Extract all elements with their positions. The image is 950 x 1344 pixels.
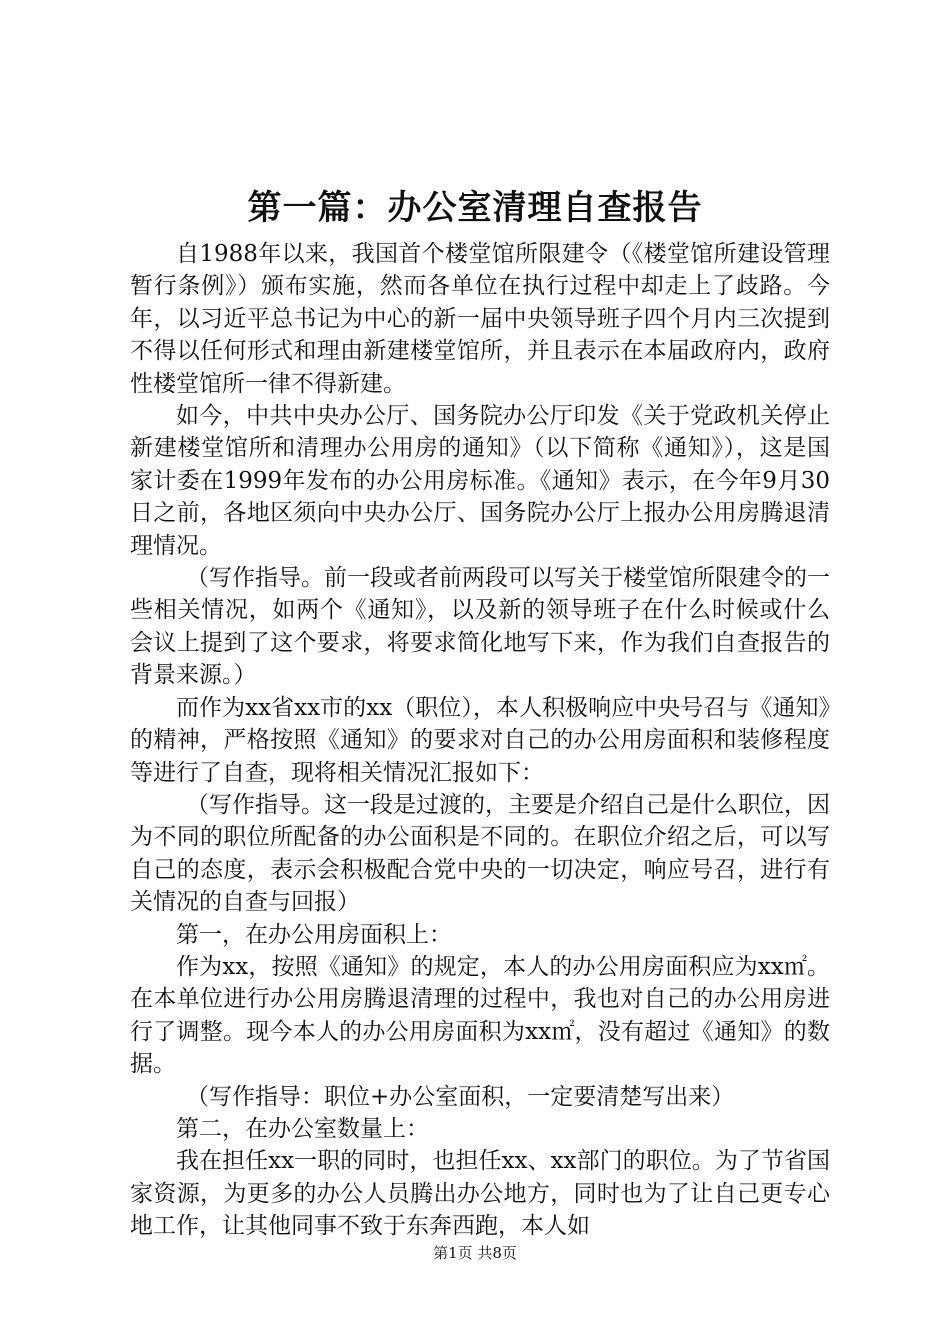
writing-guide-note: （写作指导。这一段是过渡的，主要是介绍自己是什么职位，因为不同的职位所配备的办公面积是不同的。在职位介绍之后，可以写自己的态度，表示会积极配合党中央的一切决定，响应号召，进行有关情况的自查与回报） (130, 791, 830, 916)
writing-guide-note: （写作指导：职位+办公室面积，一定要清楚写出来） (186, 1083, 735, 1110)
paragraph: 自1988年以来，我国首个楼堂馆所限建令（《楼堂馆所建设管理暂行条例》）颁布实施，然而各单位在执行过程中却走上了歧路。今年，以习近平总书记为中心的新一届中央领导班子四个月内三次提到不得以任何形式和理由新建楼堂馆所，并且表示在本届政府内，政府性楼堂馆所一律不得新建。 (130, 241, 830, 397)
paragraph: 而作为xx省xx市的xx（职位），本人积极响应中央号召与《通知》的精神，严格按照《通知》的要求对自己的办公用房面积和装修程度等进行了自查，现将相关情况汇报如下： (130, 694, 830, 786)
paragraph: 作为xx，按照《通知》的规定，本人的办公用房面积应为xx㎡。在本单位进行办公用房腾退清理的过程中，我也对自己的办公用房进行了调整。现今本人的办公用房面积为xx㎡，没有超过《通知》的数据。 (130, 953, 830, 1078)
page-footer: 第1页 共8页 (433, 1244, 517, 1262)
writing-guide-note: （写作指导。前一段或者前两段可以写关于楼堂馆所限建令的一些相关情况，如两个《通知》，以及新的领导班子在什么时候或什么会议上提到了这个要求，将要求简化地写下来，作为我们自查报告的背景来源。） (130, 565, 830, 689)
section-heading: 第二，在办公室数量上： (176, 1115, 429, 1142)
section-heading: 第一，在办公用房面积上： (176, 921, 452, 948)
paragraph: 我在担任xx一职的同时，也担任xx、xx部门的职位。为了节省国家资源，为更多的办公人员腾出办公地方，同时也为了让自己更专心地工作，让其他同事不致于东奔西跑，本人如 (130, 1148, 830, 1240)
document-title: 第一篇：办公室清理自查报告 (247, 188, 703, 228)
document-body (130, 238, 830, 1243)
paragraph: 如今，中共中央办公厅、国务院办公厅印发《关于党政机关停止新建楼堂馆所和清理办公用房的通知》（以下简称《通知》），这是国家计委在1999年发布的办公用房标准。《通知》表示，在今年9月30日之前，各地区须向中央办公厅、国务院办公厅上报办公用房腾退清理情况。 (130, 403, 830, 559)
